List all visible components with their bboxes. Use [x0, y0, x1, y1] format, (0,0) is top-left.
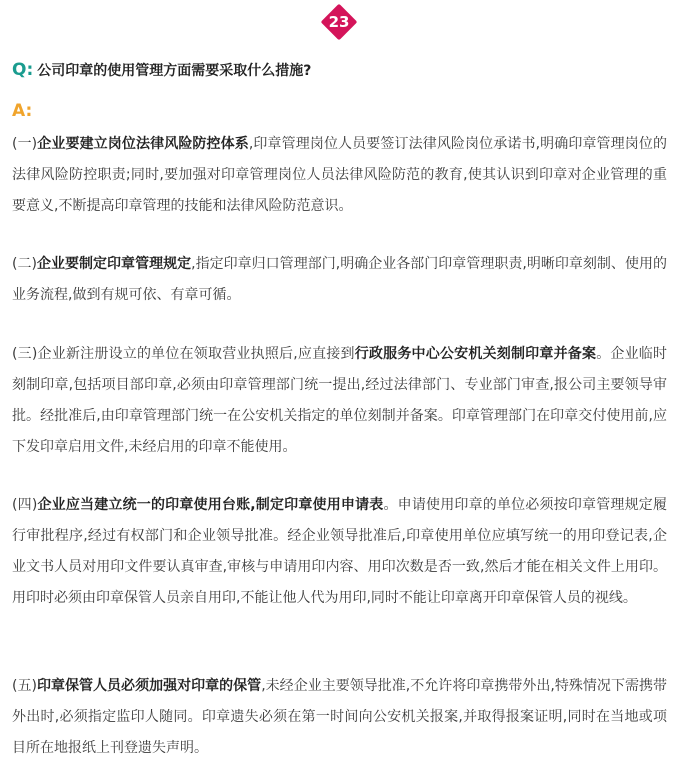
- paragraph-bold: 印章保管人员必须加强对印章的保管: [36, 678, 262, 694]
- paragraph-body: ,未经企业主要领导批准,不允许将印章携带外出,特殊情况下需携带外出时,必须指定监印人随同。印章遗失必须在第一时间向公安机关报案,并取得报案证明,同时在当地或项目所在地报纸上刊登遗失声明。: [12, 678, 667, 756]
- answer-paragraph-4: [12, 490, 667, 614]
- answer-paragraph-2: [12, 249, 667, 311]
- question-marker: Q:: [12, 60, 34, 80]
- answer-marker: A:: [12, 101, 33, 121]
- question-line: [12, 60, 311, 80]
- number-badge: [321, 4, 357, 40]
- paragraph-bold: 企业应当建立统一的印章使用台账,制定印章使用申请表: [37, 497, 384, 513]
- paragraph-lead: 企业新注册设立的单位在领取营业执照后,应直接到: [37, 346, 355, 362]
- question-text: 公司印章的使用管理方面需要采取什么措施?: [37, 63, 312, 79]
- paragraph-prefix: (三): [12, 346, 38, 362]
- answer-paragraph-1: [12, 129, 667, 222]
- paragraph-prefix: (四): [12, 497, 38, 513]
- paragraph-prefix: (二): [12, 256, 37, 272]
- paragraph-body: ,印章管理岗位人员要签订法律风险岗位承诺书,明确印章管理岗位的法律风险防控职责;同时,要加强对印章管理岗位人员法律风险防范的教育,使其认识到印章对企业管理的重要意义,不断提高印章管理的技能和法律风险防范意识。: [12, 136, 667, 214]
- paragraph-prefix: (五): [12, 678, 37, 694]
- paragraph-bold: 企业要建立岗位法律风险防控体系: [37, 136, 249, 152]
- answer-paragraph-3: [12, 339, 667, 463]
- paragraph-body: 。申请使用印章的单位必须按印章管理规定履行审批程序,经过有权部门和企业领导批准。经企业领导批准后,印章使用单位应填写统一的用印登记表,企业文书人员对用印文件要认真审查,审核与申请用印内容、用印次数是否一致,然后才能在相关文件上用印。用印时必须由印章保管人员亲自用印,不能让他人代为用印,同时不能让印章离开印章保管人员的视线。: [12, 497, 667, 606]
- paragraph-prefix: (一): [12, 136, 38, 152]
- paragraph-bold: 行政服务中心公安机关刻制印章并备案: [354, 346, 597, 362]
- badge-number: 23: [328, 13, 350, 31]
- paragraph-body: ,指定印章归口管理部门,明确企业各部门印章管理职责,明晰印章刻制、使用的业务流程,做到有规可依、有章可循。: [12, 256, 667, 303]
- paragraph-bold: 企业要制定印章管理规定: [36, 256, 192, 272]
- answer-paragraph-5: [12, 671, 667, 764]
- paragraph-body: 。企业临时刻制印章,包括项目部印章,必须由印章管理部门统一提出,经过法律部门、专业部门审查,报公司主要领导审批。经批准后,由印章管理部门统一在公安机关指定的单位刻制并备案。印章管理部门在印章交付使用前,应下发印章启用文件,未经启用的印章不能使用。: [12, 346, 668, 455]
